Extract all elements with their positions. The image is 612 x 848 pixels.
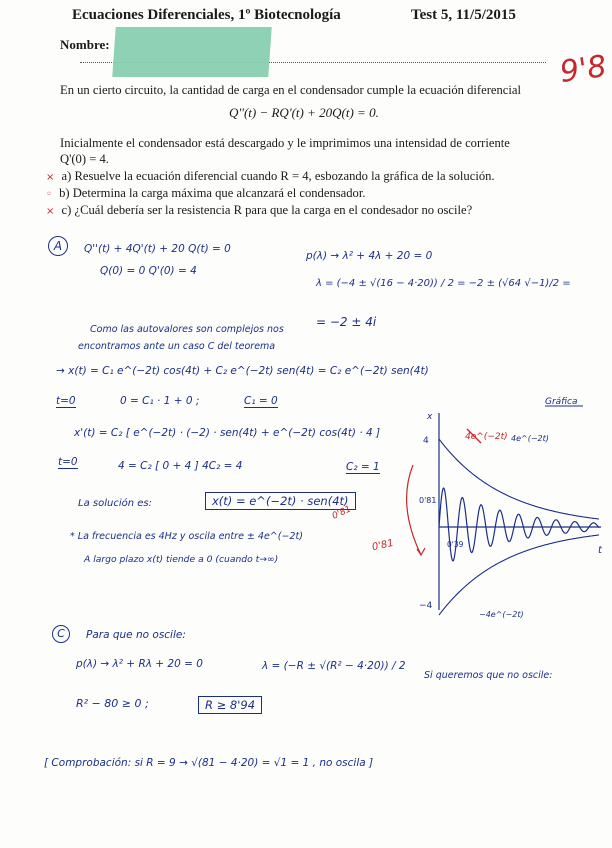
system-eq-2: Q(0) = 0 Q'(0) = 4: [100, 265, 197, 277]
tick-max: 0'81: [419, 496, 437, 505]
y-axis-label: x: [427, 412, 433, 422]
red-envelope-note: 4e^(−2t): [465, 432, 508, 442]
part-c-lambda: λ = (−R ± √(R² − 4·20)) / 2: [262, 660, 406, 672]
problem-intro: En un cierto circuito, la cantidad de carga en el condensador cumple la ecuación diferencial: [60, 83, 521, 97]
item-text: c) ¿Cuál debería ser la resistencia R para que la carga en el condesador no oscile?: [61, 203, 473, 217]
lower-envelope-label: −4e^(−2t): [479, 610, 524, 619]
tick-x: 0'39: [447, 540, 464, 549]
derivative: x'(t) = C₂ [ e^(−2t) · (−2) · sen(4t) + e^(−2t) cos(4t) · 4 ]: [74, 427, 381, 439]
solution-box: x(t) = e^(−2t) · sen(4t): [205, 492, 356, 510]
general-solution: → x(t) = C₁ e^(−2t) cos(4t) + C₂ e^(−2t) sen(4t) = C₂ e^(−2t) sen(4t): [56, 365, 429, 377]
course-title: Ecuaciones Diferenciales, 1º Biotecnología: [72, 7, 341, 23]
upper-envelope: [439, 439, 599, 519]
char-poly: p(λ) → λ² + 4λ + 20 = 0: [306, 250, 433, 262]
part-c-poly: p(λ) → λ² + Rλ + 20 = 0: [76, 658, 203, 670]
solution-graph: [395, 395, 607, 625]
grade-mark: 9'8: [557, 48, 609, 91]
problem-equation: Q''(t) − RQ'(t) + 20Q(t) = 0.: [229, 105, 379, 120]
t0-eq-a: 0 = C₁ · 1 + 0 ;: [120, 395, 200, 407]
item-b: [46, 186, 365, 201]
red-arrow: [407, 465, 421, 555]
item-text: a) Resuelve la ecuación diferencial cuando R = 4, esbozando la gráfica de la solución.: [61, 169, 495, 183]
t0-label-b: t=0: [58, 456, 78, 468]
tick-bottom: −4: [419, 601, 433, 611]
red-max-note: 0'81: [371, 537, 395, 554]
frequency-note: * La frecuencia es 4Hz y oscila entre ± 4e^(−2t): [70, 531, 303, 542]
roots: = −2 ± 4i: [316, 315, 377, 329]
x-axis-label: t: [598, 545, 602, 556]
t0-label-a: t=0: [56, 395, 76, 407]
solution-label: La solución es:: [78, 498, 152, 509]
item-a: [46, 169, 495, 184]
upper-envelope-label: 4e^(−2t): [511, 434, 549, 443]
graph-title: Gráfica: [545, 397, 578, 407]
initial-conditions-2: Q'(0) = 4.: [60, 152, 109, 166]
system-eq-1: Q''(t) + 4Q'(t) + 20 Q(t) = 0: [84, 243, 231, 255]
part-c-note: Si queremos que no oscile:: [424, 670, 553, 681]
test-date: Test 5, 11/5/2015: [411, 7, 516, 23]
c1-result: C₁ = 0: [244, 395, 278, 407]
t0-eq-b: 4 = C₂ [ 0 + 4 ] 4C₂ = 4: [118, 460, 243, 472]
name-label: Nombre:: [60, 37, 110, 52]
item-mark: ×: [46, 172, 55, 183]
part-c-circle: C: [52, 625, 70, 643]
item-text: b) Determina la carga máxima que alcanzará el condensador.: [59, 186, 366, 200]
roots-formula: λ = (−4 ± √(16 − 4·20)) / 2 = −2 ± (√64 √−1)/2 =: [316, 278, 571, 289]
red-max-note-2: 0'81: [330, 504, 353, 522]
item-c: [46, 203, 472, 218]
part-a-circle: A: [48, 236, 68, 256]
part-c-inequality: R² − 80 ≥ 0 ;: [76, 697, 149, 710]
part-c-answer: R ≥ 8'94: [198, 696, 262, 714]
solution-curve: [439, 488, 599, 561]
long-term-note: A largo plazo x(t) tiende a 0 (cuando t→∞): [84, 554, 279, 565]
name-redaction-sticker: [112, 27, 271, 77]
check-line: [ Comprobación: si R = 9 → √(81 − 4·20) = √1 = 1 , no oscila ]: [44, 757, 374, 769]
part-c-heading: Para que no oscile:: [86, 629, 186, 641]
tick-top: 4: [423, 436, 429, 446]
item-mark: ×: [46, 206, 55, 217]
c2-result: C₂ = 1: [346, 461, 380, 473]
comment-line-2: encontramos ante un caso C del teorema: [78, 341, 276, 352]
item-mark: ◦: [46, 189, 52, 200]
comment-line-1: Como las autovalores son complejos nos: [90, 324, 284, 335]
initial-conditions-1: Inicialmente el condensador está descargado y le imprimimos una intensidad de corriente: [60, 136, 510, 150]
